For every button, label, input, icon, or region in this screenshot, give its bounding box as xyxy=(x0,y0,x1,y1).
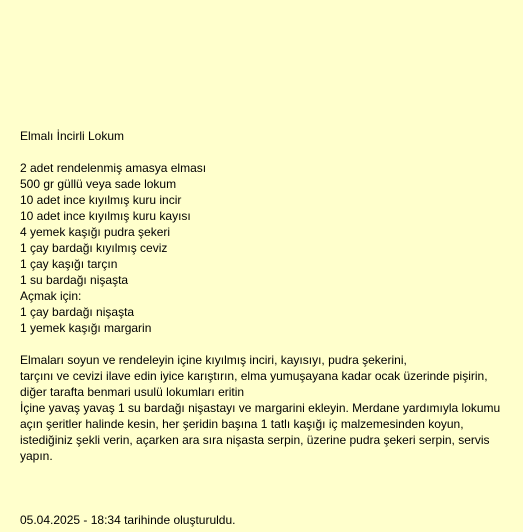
ingredients-list xyxy=(20,160,510,336)
note-title: Elmalı İncirli Lokum xyxy=(20,129,125,143)
instruction-paragraph: İçine yavaş yavaş 1 su bardağı nişastayı ve margarini ekleyin. Merdane yardımıyla lokumu açın şeritler halinde kesin, her şeridin başına 1 tatlı kaşığı iç malzemesinden koyun, istediğiniz şekli verin, açarken ara sıra nişasta serpin, üzerine pudra şekeri serpin, servis yapın. xyxy=(20,401,501,463)
ingredient-line: 1 su bardağı nişaşta xyxy=(20,273,129,287)
note-body xyxy=(20,128,510,464)
ingredient-line: 10 adet ince kıyılmış kuru incir xyxy=(20,193,182,207)
ingredient-line: 2 adet rendelenmiş amasya elması xyxy=(20,161,207,175)
ingredient-line: 4 yemek kaşığı pudra şekeri xyxy=(20,225,171,239)
ingredient-line: 10 adet ince kıyılmış kuru kayısı xyxy=(20,209,191,223)
ingredient-line: 1 çay kaşığı tarçın xyxy=(20,257,118,271)
instructions xyxy=(20,352,510,464)
ingredient-line: 1 yemek kaşığı margarin xyxy=(20,321,152,335)
created-timestamp: 05.04.2025 - 18:34 tarihinde oluşturuldu. xyxy=(20,513,236,527)
ingredient-line: 1 çay bardağı nişaşta xyxy=(20,305,135,319)
spacer xyxy=(20,144,510,160)
ingredient-line: 1 çay bardağı kıyılmış ceviz xyxy=(20,241,168,255)
instruction-paragraph: Elmaları soyun ve rendeleyin içine kıyılmış inciri, kayısıyı, pudra şekerini, xyxy=(20,353,407,367)
ingredient-section-heading: Açmak için: xyxy=(20,289,82,303)
ingredient-line: 500 gr güllü veya sade lokum xyxy=(20,177,177,191)
spacer xyxy=(20,336,510,352)
instruction-paragraph: tarçını ve cevizi ilave edin iyice karıştırın, elma yumuşayana kadar ocak üzerinde pişirin, diğer tarafta benmari usulü lokumları eritin xyxy=(20,369,488,399)
